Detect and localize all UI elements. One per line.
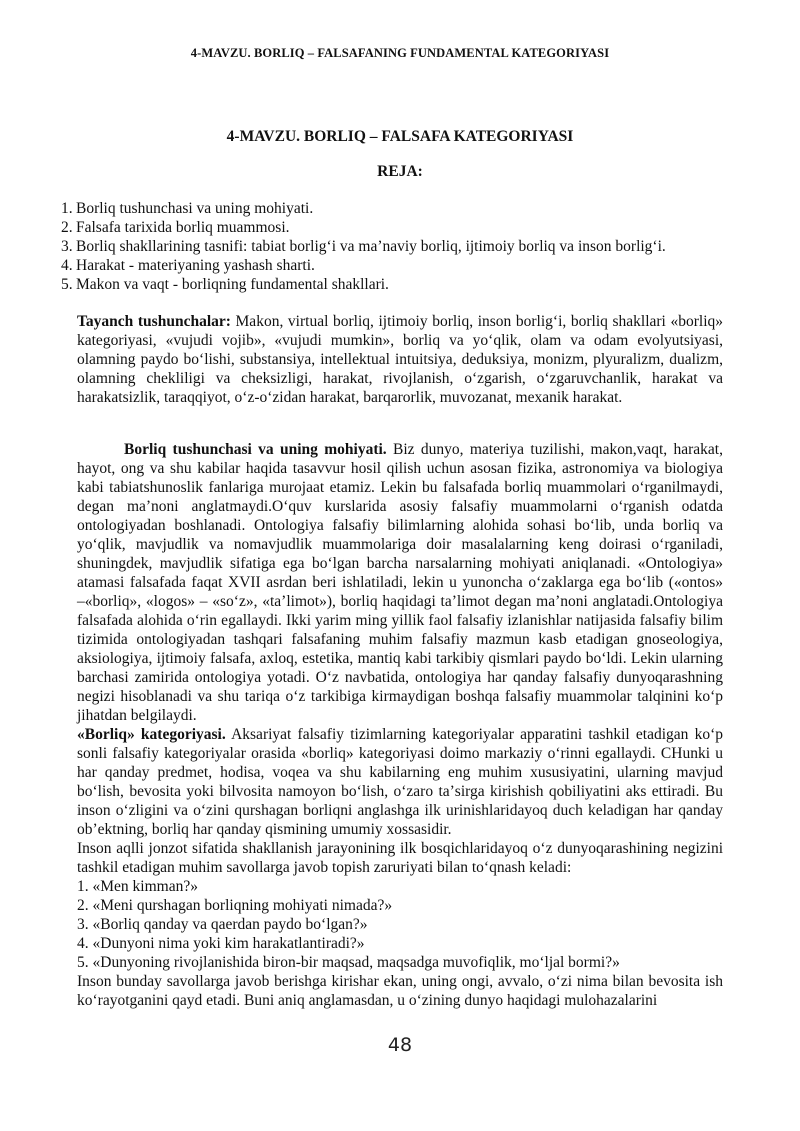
key-concepts-paragraph [77, 312, 723, 407]
section-heading: «Borliq» kategoriyasi. [77, 726, 226, 743]
plan-item [61, 237, 751, 256]
plan-item-number: 2. [61, 219, 73, 236]
page-number: 48 [387, 1034, 413, 1056]
plan-item-text: Makon va vaqt - borliqning fundamental shakllari. [76, 276, 389, 293]
running-header: 4-MAVZU. BORLIQ – FALSAFANING FUNDAMENTAL KATEGORIYASI [190, 46, 610, 60]
plan-item-number: 5. [61, 276, 73, 293]
plan-item-text: Borliq shakllarining tasnifi: tabiat borligʻi va maʼnaviy borliq, ijtimoiy borliq va inson borligʻi. [76, 238, 666, 255]
section-paragraph [77, 725, 723, 839]
plan-item [61, 275, 751, 294]
plan-item-number: 3. [61, 238, 73, 255]
question-item: 4. «Dunyoni nima yoki kim harakatlantiradi?» [77, 935, 365, 952]
plan-item-number: 4. [61, 257, 73, 274]
section-text: Biz dunyo, materiya tuzilishi, makon,vaqt, harakat, hayot, ong va shu kabilar haqida tasavvur hosil qilish uchun asosan fizika, astronomiya va biologiya kabi tabiatshunoslik fanlariga murojaat etamiz. Lekin bu falsafada borliq muammolari oʻrganilmaydi, degan maʼnoni anglatmaydi.Oʻquv kurslarida asosiy falsafiy muammolarni oʻrganish odatda ontologiyadan boshlanadi. Ontologiya falsafiy bilimlarning alohida sohasi boʻlib, unda borliq va yoʻqlik, mavjudlik va nomavjudlik muammolariga doir masalalarning keng doirasi oʻrganiladi, shuningdek, mavjudlik sifatiga ega boʻlgan barcha narsalarning mohiyati aniqlanadi. «Ontologiya» atamasi falsafada faqat XVII asrdan beri ishlatiladi, lekin u yunoncha oʻzaklarga ega boʻlib («ontos» –«borliq», «logos» – «soʻz», «taʼlimot»), borliq haqidagi taʼlimot degan maʼnoni anglatadi.Ontologiya falsafada alohida oʻrin egallaydi. Ikki yarim ming yillik faol falsafiy izlanishlar natijasida falsafiy bilim tizimida ontologiyadan tashqari falsafaning muhim falsafiy mazmun kasb etadigan gnoseologiya, aksiologiya, ijtimoiy falsafa, axloq, estetika, mantiq kabi tarkibiy qismlari paydo boʻldi. Lekin ularning barchasi zamirida ontologiya yotadi. Oʻz navbatida, ontologiya har qanday falsafiy dunyoqarashning negizi hisoblanadi va shu tariqa oʻz tarkibiga kirmaydigan boshqa falsafiy muammolar talqinini koʻp jihatdan belgilaydi. [77, 441, 723, 724]
question-item: 5. «Dunyoning rivojlanishida biron-bir maqsad, maqsadga muvofiqlik, moʻljal bormi?» [77, 954, 620, 971]
question-item: 2. «Meni qurshagan borliqning mohiyati nimada?» [77, 897, 393, 914]
plan-list [61, 199, 751, 294]
plan-item-text: Harakat - materiyaning yashash sharti. [76, 257, 315, 274]
body-paragraph: Inson bunday savollarga javob berishga kirishar ekan, uning ongi, avvalo, oʻzi nima bilan bevosita ish koʻrayotganini qayd etadi. Buni aniq anglamasdan, u oʻzining dunyo haqidagi mulohazalarini [77, 973, 723, 1009]
plan-item-number: 1. [61, 200, 73, 217]
body-paragraph: Inson aqlli jonzot sifatida shakllanish jarayonining ilk bosqichlaridayoq oʻz dunyoqarashining negizini tashkil etadigan muhim savollarga javob topish zaruriyati bilan toʻqnash keladi: [77, 840, 723, 876]
section-text: Aksariyat falsafiy tizimlarning kategoriyalar apparatini tashkil etadigan koʻp sonli falsafiy kategoriyalar orasida «borliq» kategoriyasi doimo markaziy oʻrinni egallaydi. CHunki u har qanday predmet, hodisa, voqea va shu kabilarning eng muhim xususiyatini, ularning mavjud boʻlish, bevosita yoki bilvosita namoyon boʻlish, oʻzaro taʼsirga kirishish qobiliyatini aks ettiradi. Bu inson oʻzligini va oʻzini qurshagan borliqni anglashga ilk urinishlaridayoq duch keladigan har qanday obʼektning, borliq har qanday qismining umumiy xossasidir. [77, 726, 724, 838]
question-item: 3. «Borliq qanday va qaerdan paydo boʻlgan?» [77, 916, 368, 933]
plan-heading: REJA: [377, 163, 423, 180]
body-text [77, 440, 723, 1010]
plan-item [61, 218, 751, 237]
plan-item [61, 256, 751, 275]
key-concepts-block [77, 312, 723, 407]
section-paragraph [77, 440, 723, 725]
plan-item [61, 199, 751, 218]
plan-item-text: Falsafa tarixida borliq muammosi. [76, 219, 290, 236]
plan-item-text: Borliq tushunchasi va uning mohiyati. [76, 200, 314, 217]
key-concepts-text: Makon, virtual borliq, ijtimoiy borliq, inson borligʻi, borliq shakllari «borliq» kategoriyasi, «vujudi vojib», «vujudi mumkin», borliq va yoʻqlik, olam va odam evolyutsiyasi, olamning paydo boʻlishi, substansiya, intellektual intuitsiya, deduksiya, monizm, plyuralizm, dualizm, olamning chekliligi va cheksizligi, harakat, rivojlanish, oʻzgarish, oʻzgaruvchanlik, harakat va harakatsizlik, taraqqiyot, oʻz-oʻzidan harakat, barqarorlik, muvozanat, mexanik harakat. [77, 313, 723, 406]
page-title: 4-MAVZU. BORLIQ – FALSAFA KATEGORIYASI [226, 128, 574, 145]
key-concepts-label: Tayanch tushunchalar: [77, 313, 231, 330]
question-item: 1. «Men kimman?» [77, 878, 198, 895]
section-heading: Borliq tushunchasi va uning mohiyati. [124, 441, 387, 458]
